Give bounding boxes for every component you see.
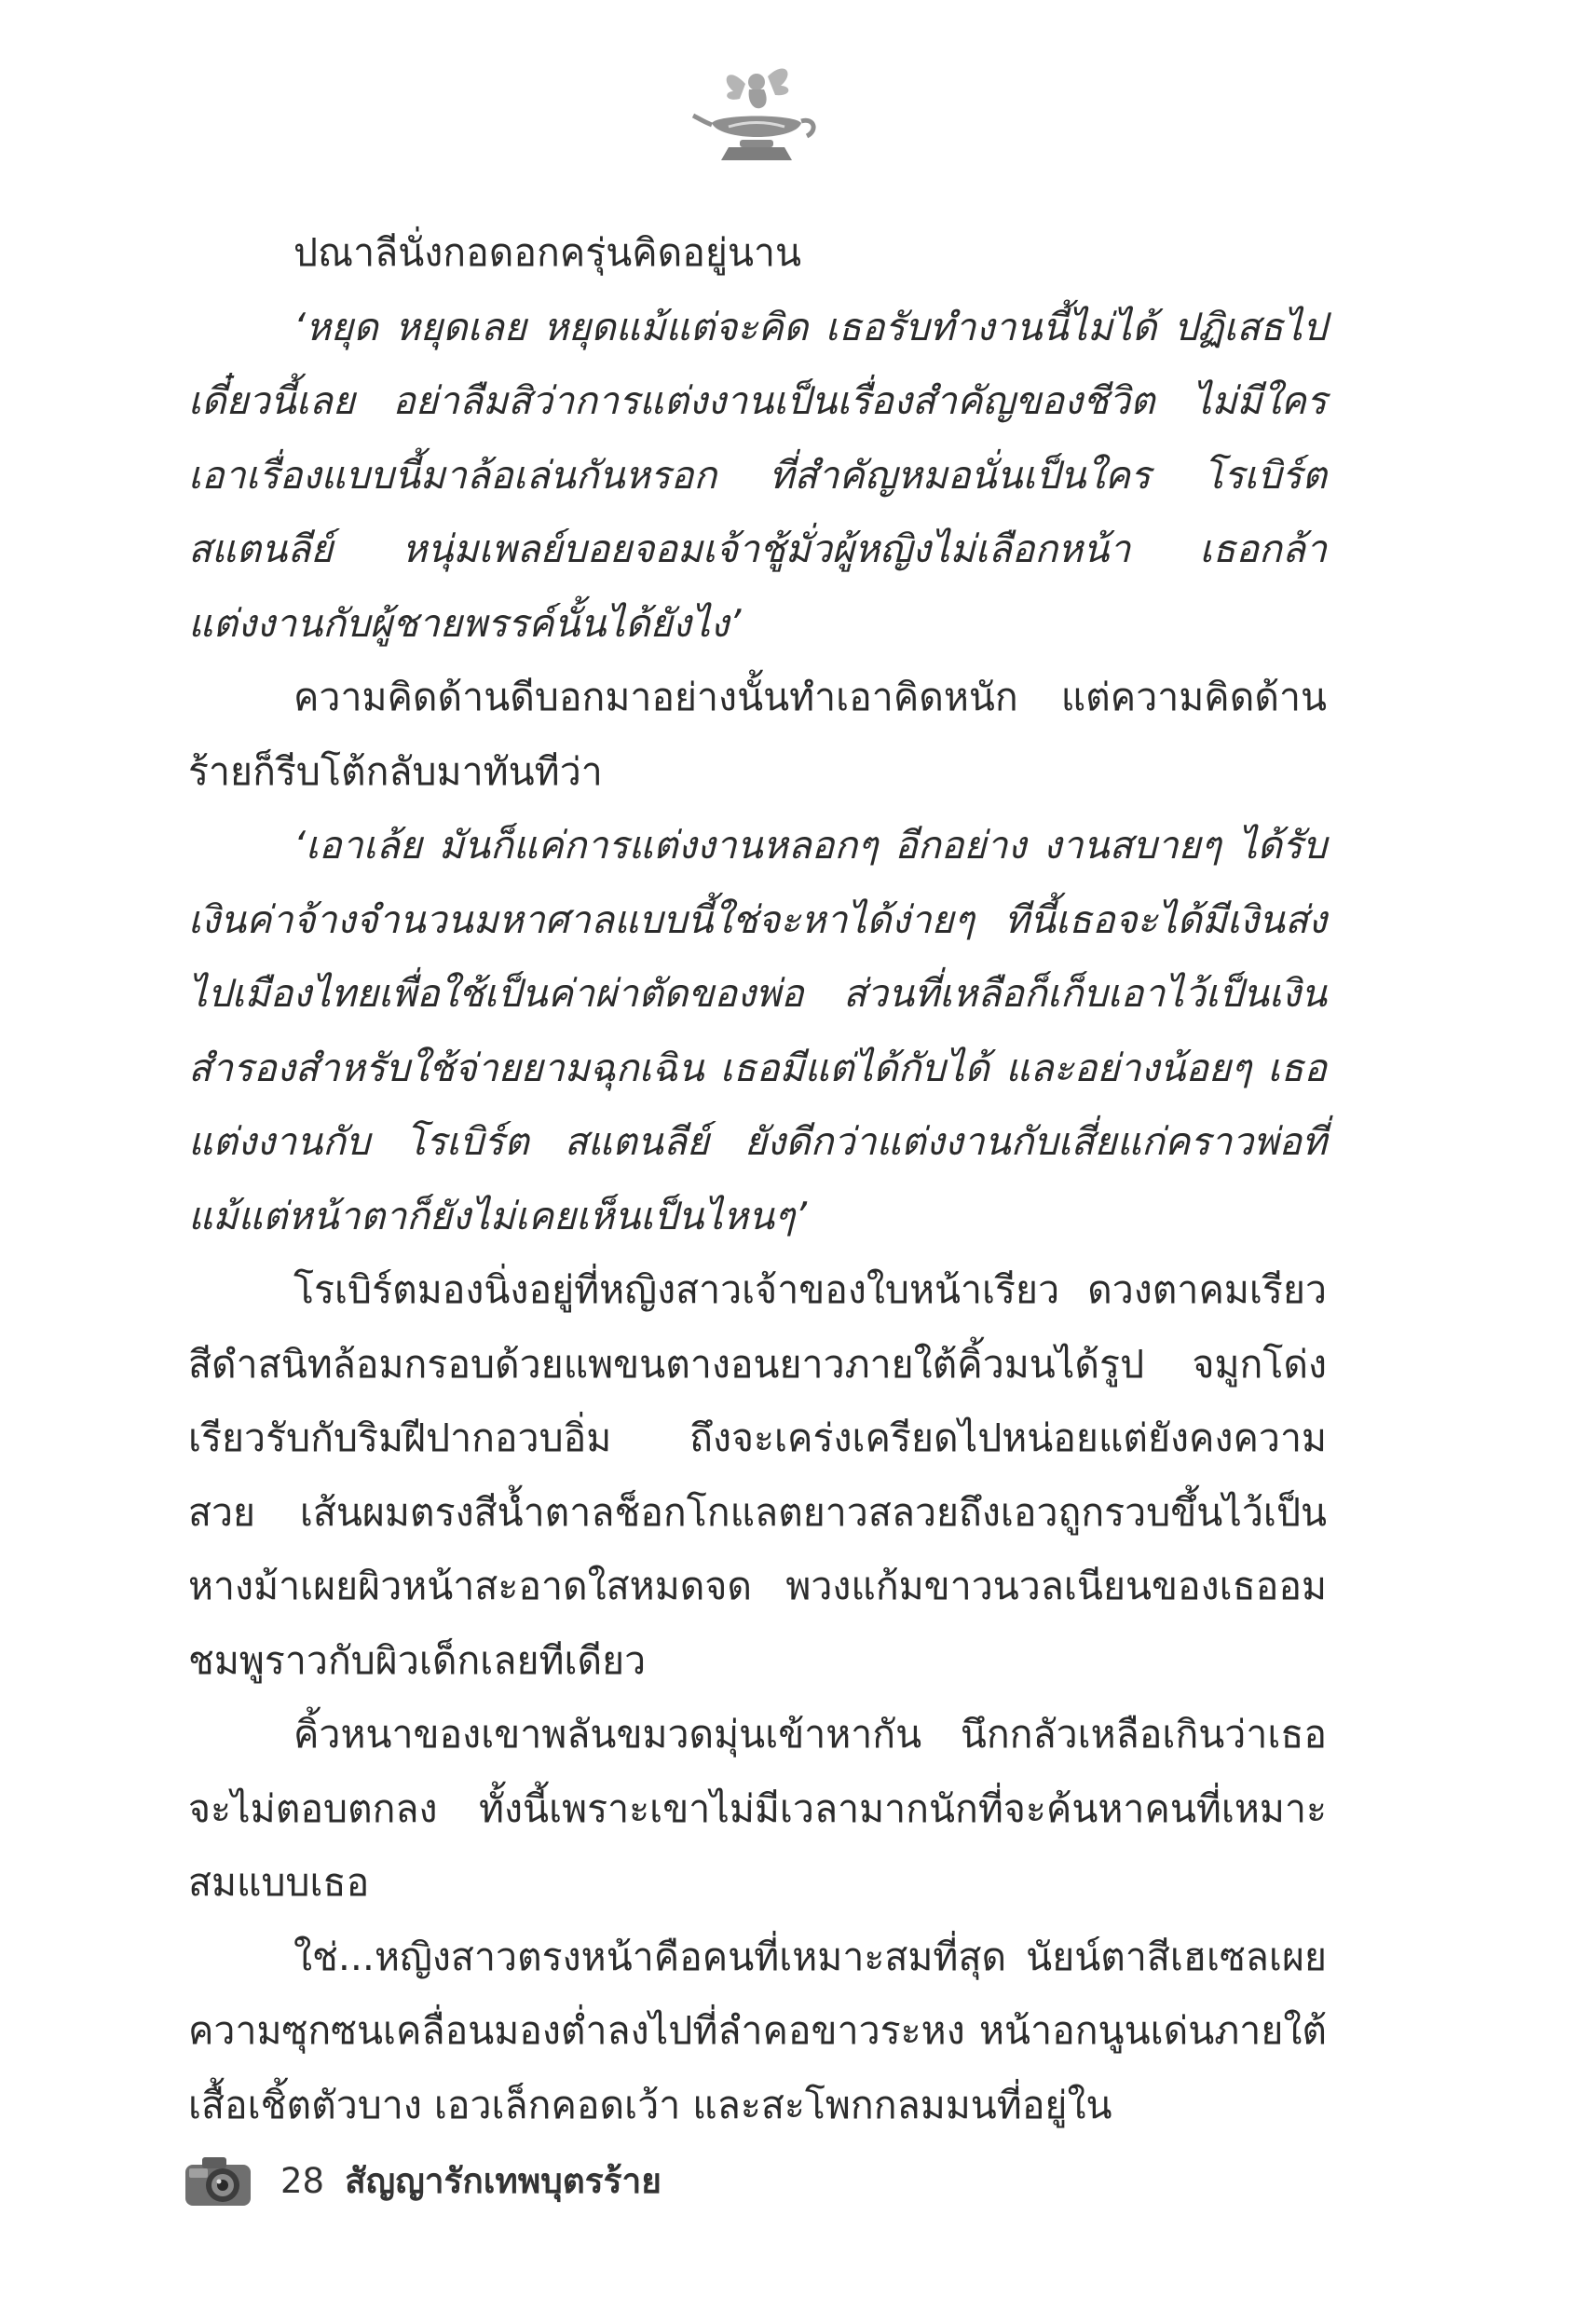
paragraph-5: โรเบิร์ตมองนิ่งอยู่ที่หญิงสาวเจ้าของใบหน้าเรียว ดวงตาคมเรียวสีดำสนิทล้อมกรอบด้วยแพขนตางอนยาวภายใต้คิ้วมนได้รูป จมูกโด่งเรียวรับกับริมฝีปากอวบอิ่ม ถึงจะเคร่งเครียดไปหน่อยแต่ยังคงความสวย เส้นผมตรงสีน้ำตาลช็อกโกแลตยาวสลวยถึงเอวถูกรวบขึ้นไว้เป็นหางม้าเผยผิวหน้าสะอาดใสหมดจด พวงแก้มขาวนวลเนียนของเธออมชมพูราวกับผิวเด็กเลยทีเดียว [188, 1267, 1327, 1683]
paragraph-1: ปณาลีนั่งกอดอกครุ่นคิดอยู่นาน [293, 230, 802, 275]
story-text [188, 216, 1327, 2142]
lamp-cupid-ornament-icon [691, 56, 822, 168]
camera-icon [182, 2150, 254, 2211]
paragraph-3: ความคิดด้านดีบอกมาอย่างนั้นทำเอาคิดหนัก แต่ความคิดด้านร้ายก็รีบโต้กลับมาทันทีว่า [188, 675, 1327, 794]
paragraph-4-inner-thought: ‘เอาเล้ย มันก็แค่การแต่งงานหลอกๆ อีกอย่าง งานสบายๆ ได้รับเงินค่าจ้างจำนวนมหาศาลแบบนี้ใช่จะหาได้ง่ายๆ ทีนี้เธอจะได้มีเงินส่งไปเมืองไทยเพื่อใช้เป็นค่าผ่าตัดของพ่อ ส่วนที่เหลือก็เก็บเอาไว้เป็นเงินสำรองสำหรับใช้จ่ายยามฉุกเฉิน เธอมีแต่ได้กับได้ และอย่างน้อยๆ เธอแต่งงานกับ โรเบิร์ต สแตนลีย์ ยังดีกว่าแต่งงานกับเสี่ยแก่คราวพ่อที่แม้แต่หน้าตาก็ยังไม่เคยเห็นเป็นไหนๆ’ [188, 823, 1327, 1238]
paragraph-7: ใช่...หญิงสาวตรงหน้าคือคนที่เหมาะสมที่สุด นัยน์ตาสีเฮเซลเผยความซุกซนเคลื่อนมองต่ำลงไปที่ลำคอขาวระหง หน้าอกนูนเด่นภายใต้เสื้อเชิ้ตตัวบาง เอวเล็กคอดเว้า และสะโพกกลมมนที่อยู่ใน [188, 1934, 1327, 2127]
page-footer [182, 2143, 662, 2218]
paragraph-6: คิ้วหนาของเขาพลันขมวดมุ่นเข้าหากัน นึกกลัวเหลือเกินว่าเธอจะไม่ตอบตกลง ทั้งนี้เพราะเขาไม่มีเวลามากนักที่จะค้นหาคนที่เหมาะสมแบบเธอ [188, 1712, 1327, 1905]
page-number: 28 [280, 2160, 325, 2201]
book-title: สัญญารักเทพบุตรร้าย [345, 2160, 662, 2201]
paragraph-2-inner-thought: ‘หยุด หยุดเลย หยุดแม้แต่จะคิด เธอรับทำงานนี้ไม่ได้ ปฏิเสธไปเดี๋ยวนี้เลย อย่าลืมสิว่าการแต่งงานเป็นเรื่องสำคัญของชีวิต ไม่มีใครเอาเรื่องแบบนี้มาล้อเล่นกันหรอก ที่สำคัญหมอนั่นเป็นใคร โรเบิร์ต สแตนลีย์ หนุ่มเพลย์บอยจอมเจ้าชู้มั่วผู้หญิงไม่เลือกหน้า เธอกล้าแต่งงานกับผู้ชายพรรค์นั้นได้ยังไง’ [188, 304, 1327, 646]
